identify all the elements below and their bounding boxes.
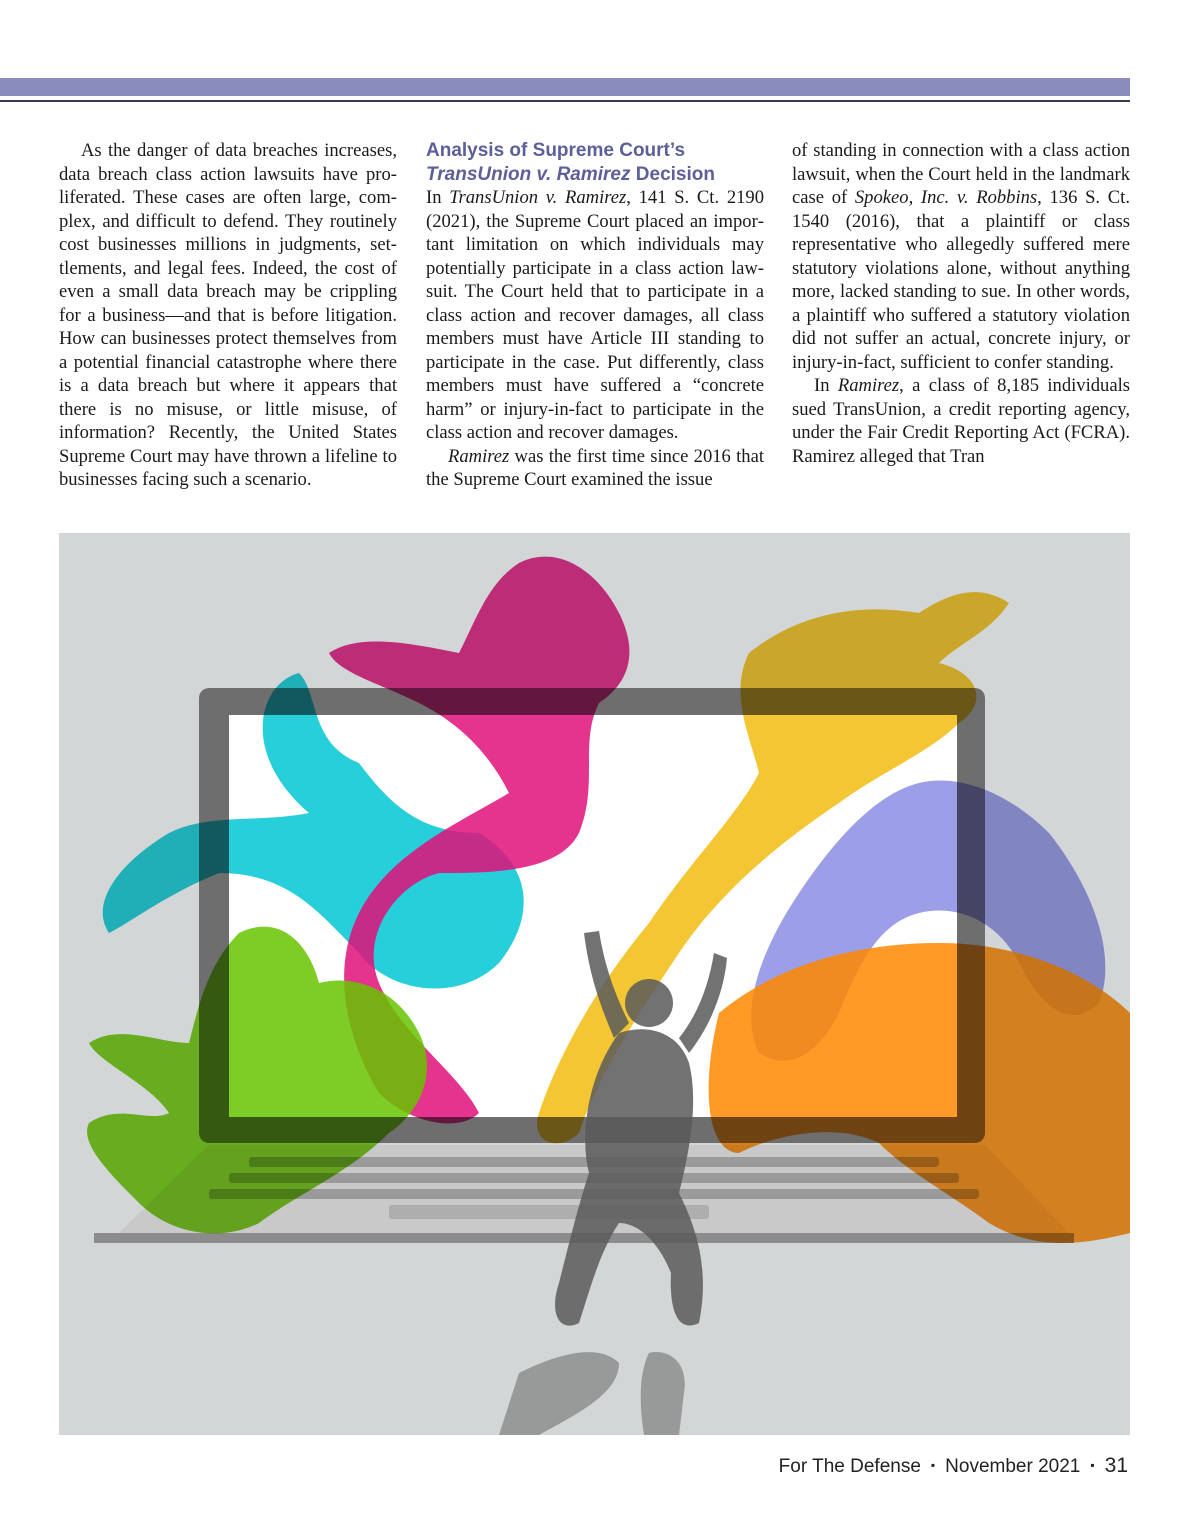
floor-reflection [499,1352,685,1435]
section-heading [426,139,764,186]
section-heading-tail: Decision [630,163,715,185]
publication-name: For The Defense [778,1456,921,1477]
issue-date: November 2021 [945,1456,1081,1477]
laptop-hands-illustration [59,533,1130,1435]
footer-separator: ▪ [1090,1458,1095,1472]
case-name: Ramirez [448,445,510,467]
text-run: In [426,187,450,208]
ramirez-paragraph [792,374,1130,468]
standing-paragraph [792,139,1130,374]
case-name: TransUnion v. Ramirez [449,187,627,208]
text-run: In [814,375,838,396]
analysis-paragraph-2 [426,445,764,492]
illustration-artwork [59,533,1130,1435]
case-name: Ramirez [837,375,900,396]
text-run: , a class of 8,185 individuals sued TransUnion, a credit reporting agency, under the Fair Credit Reporting Act (FCRA). Ramirez alleged that Tran [792,375,1130,467]
text-run: of standing in connection with a class action lawsuit, when the Court held in the landmark case of [792,140,1130,208]
text-run: was the first time since 2016 that the Supreme Court examined the issue [426,445,764,490]
section-heading-case: TransUnion v. Ramirez [426,163,631,185]
intro-paragraph: As the danger of data breaches increases, data breach class action lawsuits have proliferated. These cases are often large, complex, and difficult to defend. They routinely cost businesses millions in judgments, settlements, and legal fees. Indeed, the cost of even a small data breach may be crippling for a business—and that is before litigation. How can businesses protect themselves from a potential financial catastrophe where there is a data breach but where it appears that there is no misuse, or little misuse, of information? Recently, the United States Supreme Court may have thrown a lifeline to businesses facing such a scenario. [59,140,397,490]
case-name: Spokeo, Inc. v. Robbins [854,187,1038,208]
analysis-paragraph-1 [426,186,764,445]
column-2 [426,139,764,492]
page-number: 31 [1104,1454,1128,1477]
page-footer [779,1454,1128,1478]
footer-separator: ▪ [930,1458,936,1472]
section-heading-line1: Analysis of Supreme Court’s [426,140,686,161]
header-rule [0,100,1130,102]
header-accent-bar [0,78,1130,96]
column-3 [792,139,1130,468]
column-1 [59,139,397,492]
text-run: , 136 S. Ct. 1540 (2016), that a plaintiff or class representative who allegedly suffered mere statutory violations alone, without anything more, lacked standing to sue. In other words, a plaintiff who suffered a statutory violation did not suffer an actual, concrete injury, or injury-in-fact, sufficient to confer standing. [792,187,1130,373]
text-run: , 141 S. Ct. 2190 (2021), the Supreme Court placed an important limitation on which individuals may potentially participate in a class action lawsuit. The Court held that to participate in a class action and recover damages, all class members must have Article III standing to participate in the case. Put differently, class members must have suffered a “concrete harm” or injury-in-fact to participate in the class action and recover damages. [426,187,765,443]
